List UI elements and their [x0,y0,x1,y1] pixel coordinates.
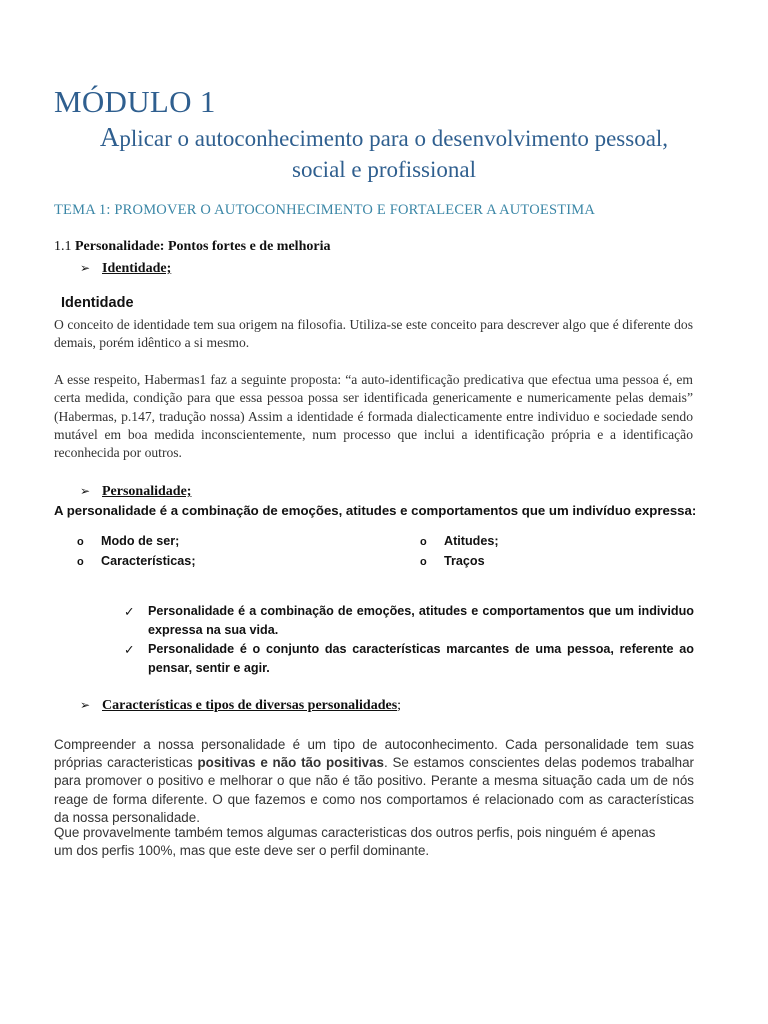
section-title: Personalidade: Pontos fortes e de melhoria [75,239,331,254]
caracteristicas-paragraph-2: Que provavelmente também temos algumas caracteristicas dos outros perfis, pois ninguém é apenas um dos perfis 100%, mas que este deve ser o perfil dominante. [54,825,656,859]
section-heading [54,239,330,255]
identidade-heading: Identidade [61,295,134,311]
subtitle-line1: plicar o autoconhecimento para o desenvolvimento pessoal, [119,126,669,151]
arrow-bullet-icon: ➢ [80,261,91,275]
module-title: MÓDULO 1 [54,84,216,119]
list-item-label: Modo de ser; [101,534,180,548]
check-list [124,602,694,678]
list-item-label: Atitudes; [444,534,499,548]
check-bullet-icon: ✓ [124,642,135,657]
list-item [420,534,499,548]
section-number: 1.1 [54,239,72,254]
module-subtitle [40,122,728,185]
circle-bullet-icon: o [77,556,84,568]
list-item [77,554,196,568]
check-list-item [124,602,694,640]
list-item [77,534,179,548]
personalidade-definition: A personalidade é a combinação de emoções, atitudes e comportamentos que um indivíduo expressa: [54,503,697,518]
circle-bullet-icon: o [77,536,84,548]
identidade-bullet [80,261,171,277]
list-item-label: Características; [101,554,196,568]
subtitle-initial: A [99,122,120,152]
identidade-paragraph-1: O conceito de identidade tem sua origem na filosofia. Utiliza-se este conceito para descrever algo que é diferente dos demais, porém idêntico a si mesmo. [54,317,693,351]
caracteristicas-link: Características e tipos de diversas personalidades [102,698,398,713]
check-item-text: Personalidade é a combinação de emoções, atitudes e comportamentos que um individuo expressa na sua vida. [148,604,694,637]
paragraph-bold-text: positivas e não tão positivas [197,755,385,771]
paragraph-text: . Se estamos conscientes delas podemos trabalhar para promover o positivo e melhorar o que não é tão positivo. Perante a mesma situação cada um de nós reage de forma diferente. O que fazemos e como nos comportamos é relacionado com as características da nossa personalidade. [54,755,694,825]
list-item [420,554,485,568]
circle-bullet-icon: o [420,536,427,548]
caracteristicas-bullet [80,698,401,714]
arrow-bullet-icon: ➢ [80,484,91,498]
check-item-text: Personalidade é o conjunto das características marcantes de uma pessoa, referente ao pensar, sentir e agir. [148,642,694,675]
circle-bullet-icon: o [420,556,427,568]
list-item-label: Traços [444,554,485,568]
arrow-bullet-icon: ➢ [80,698,91,712]
check-list-item [124,640,694,678]
paragraph-text: Compreender a nossa personalidade é um tipo de autoconhecimento. Cada personalidade tem suas próprias caracteristicas [54,737,694,771]
personalidade-link: Personalidade; [102,484,192,499]
identidade-link: Identidade; [102,261,172,276]
personalidade-bullet [80,484,191,500]
subtitle-line2: social e profissional [292,157,476,182]
caracteristicas-link-suffix: ; [397,698,402,713]
check-bullet-icon: ✓ [124,604,135,619]
tema-heading: TEMA 1: PROMOVER O AUTOCONHECIMENTO E FORTALECER A AUTOESTIMA [54,202,596,218]
identidade-paragraph-2: A esse respeito, Habermas1 faz a seguinte proposta: “a auto-identificação predicativa que efectua uma pessoa é, em certa medida, condição para que essa pessoa possa ser identificada genericamente e numericamente pelas demais” (Habermas, p.147, tradução nossa) Assim a identidade é formada dialecticamente entre individuo e sociedade sendo mutável em boa medida inconscientemente, num processo que inclui a identificação própria e a identificação reconhecida por outros. [54,372,693,461]
caracteristicas-paragraph-1 [54,736,694,827]
